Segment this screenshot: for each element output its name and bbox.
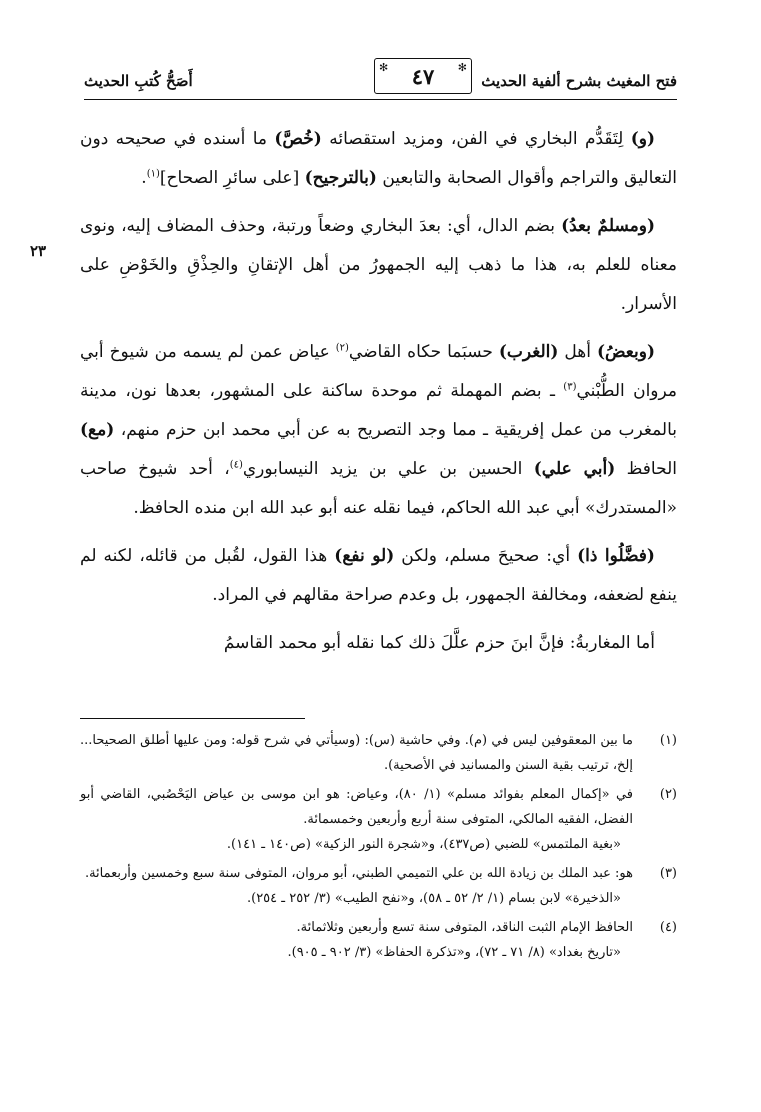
footnote-text: الحافظ الإمام الثبت الناقد، المتوفى سنة تسع وأربعين وثلاثمائة. bbox=[296, 920, 633, 935]
paragraph bbox=[80, 624, 677, 663]
footnote-text: هو: عبد الملك بن زيادة الله بن علي التميمي الطبني، أبو مروان، المتوفى سنة سبع وخمسين وأربعمائة. bbox=[84, 866, 633, 881]
text-span: ، أحد شيوخ صاحب «المستدرك» أبي عبد الله الحاكم، فيما نقله عنه أبو عبد الله ابن منده الحافظ. bbox=[80, 459, 677, 518]
matn-phrase: (و) bbox=[630, 129, 655, 149]
matn-phrase: (بالترجيح) bbox=[304, 168, 377, 188]
footnote-divider bbox=[80, 718, 305, 719]
footnote-marker: (٢) bbox=[335, 342, 349, 354]
ornament-icon: ✻ bbox=[457, 61, 467, 74]
footnote bbox=[80, 915, 677, 965]
footnote bbox=[80, 728, 677, 778]
header-divider bbox=[84, 99, 677, 100]
text-span: أما المغاربةُ: فإنَّ ابنَ حزم علَّلَ ذلك كما نقله أبو محمد القاسمُ bbox=[223, 633, 655, 653]
footnote-text: في «إكمال المعلم بفوائد مسلم» (١/ ٨٠)، وعياض: هو ابن موسى بن عياض اليَحْصُبي، القاضي أبو الفضل، الفقيه المالكي، المتوفى سنة أربع وأربعين وخمسمائة. bbox=[80, 787, 634, 827]
matn-phrase: (وبعضُ) bbox=[596, 342, 655, 362]
matn-phrase: (الغرب) bbox=[498, 342, 559, 362]
footnote bbox=[80, 861, 677, 911]
footnote-reference: «تاريخ بغداد» (٨/ ٧١ ـ ٧٢)، و«تذكرة الحفاظ» (٣/ ٩٠٢ ـ ٩٠٥). bbox=[287, 945, 621, 960]
ornament-icon: ✻ bbox=[379, 61, 389, 74]
text-span: هذا القول، لقُبل من قائله، لكنه لم ينفع لضعفه، ومخالفة الجمهور، بل وعدم صراحة مقالهم في المراد. bbox=[80, 546, 677, 605]
footnote-reference: «الذخيرة» لابن بسام (١/ ٢/ ٥٢ ـ ٥٨)، و«نفح الطيب» (٣/ ٢٥٢ ـ ٢٥٤). bbox=[246, 891, 621, 906]
text-span: حسبَما حكاه القاضي bbox=[348, 342, 499, 362]
footnote-marker: (٤) bbox=[229, 459, 243, 471]
paragraph bbox=[80, 537, 677, 615]
text-span: الحافظ bbox=[615, 459, 677, 479]
text-span: لِتَقَدُّم البخاري في الفن، ومزيد استقصائه bbox=[321, 129, 631, 149]
matn-phrase: (أبي علي) bbox=[533, 459, 616, 479]
matn-phrase: (خُصَّ) bbox=[274, 129, 322, 149]
footnote-number: (١) bbox=[659, 733, 677, 748]
footnotes bbox=[80, 728, 677, 969]
matn-phrase: (ومسلمٌ بعدُ) bbox=[561, 216, 655, 236]
footnote bbox=[80, 782, 677, 857]
footnote-marker: (٣) bbox=[563, 381, 577, 393]
footnote-reference: «بغية الملتمس» للضبي (ص٤٣٧)، و«شجرة النور الزكية» (ص١٤٠ ـ ١٤١). bbox=[226, 837, 621, 852]
text-span: عياض عمن لم يسمه من شيوخ أبي مروان الطُّبْني bbox=[80, 342, 677, 401]
text-span: ما أسنده في صحيحه دون التعاليق والتراجم وأقوال الصحابة والتابعين bbox=[80, 129, 677, 188]
text-span: الحسين بن علي بن يزيد النيسابوري bbox=[242, 459, 534, 479]
matn-phrase: (مع) bbox=[80, 420, 115, 440]
text-span: . bbox=[141, 168, 147, 188]
text-span: ـ بضم المهملة ثم موحدة ساكنة على المشهور، بعدها نون، مدينة بالمغرب من عمل إفريقية ـ مما وجد التصريح به عن أبي محمد ابن حزم منهم، bbox=[80, 381, 677, 440]
book-title: فتح المغيث بشرح ألفية الحديث bbox=[481, 72, 677, 90]
page-number: ٤٧ bbox=[411, 63, 435, 89]
text-span: أهل bbox=[558, 342, 597, 362]
paragraph bbox=[80, 120, 677, 198]
footnote-number: (٣) bbox=[659, 866, 677, 881]
margin-verse-number: ٢٣ bbox=[30, 242, 47, 260]
matn-phrase: (لو نفع) bbox=[334, 546, 395, 566]
page-number-frame bbox=[374, 58, 472, 94]
text-span: [على سائرِ الصحاح] bbox=[159, 168, 305, 188]
footnote-number: (٢) bbox=[659, 787, 677, 802]
main-text bbox=[80, 120, 677, 663]
footnote-number: (٤) bbox=[659, 920, 677, 935]
text-span: بضم الدال، أي: بعدَ البخاري وضعاً ورتبة، وحذف المضاف إليه، ونوى معناه للعلم به، هذا ما ذهب إليه الجمهورُ من أهل الإتقانِ والحِذْقِ والخَوْضِ على الأسرار. bbox=[80, 216, 677, 314]
chapter-title: أَصَحُّ كُتبِ الحديث bbox=[84, 72, 193, 90]
matn-phrase: (فضَّلُوا ذا) bbox=[577, 546, 655, 566]
text-span: أي: صحيحَ مسلم، ولكن bbox=[394, 546, 578, 566]
paragraph bbox=[80, 333, 677, 528]
running-header bbox=[84, 58, 677, 100]
footnote-marker: (١) bbox=[146, 168, 160, 180]
paragraph bbox=[80, 207, 677, 324]
footnote-text: ما بين المعقوفين ليس في (م). وفي حاشية (س): (وسيأتي في شرح قوله: ومن عليها أطلق الصحيحا... إلخ، ترتيب بقية السنن والمسانيد في الأصحية). bbox=[80, 733, 633, 773]
